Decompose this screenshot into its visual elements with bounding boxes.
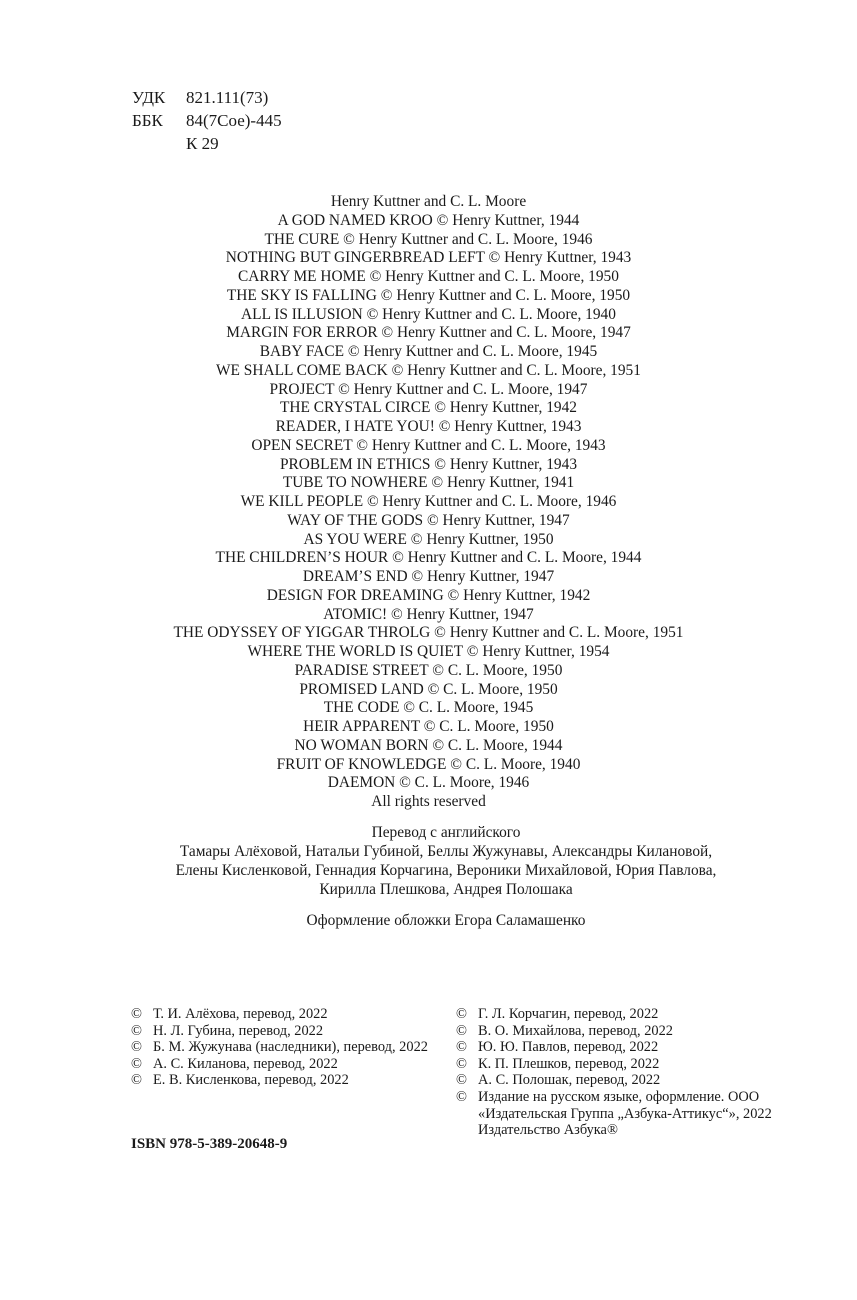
credit-line: READER, I HATE YOU! © Henry Kuttner, 1943 <box>275 418 582 435</box>
copyright-text: А. С. Киланова, перевод, 2022 <box>153 1055 338 1072</box>
credit-line: CARRY ME HOME © Henry Kuttner and C. L. Moore, 1950 <box>238 268 619 285</box>
credit-line: All rights reserved <box>371 793 486 810</box>
bbk-label: ББК <box>132 111 163 130</box>
copyright-list-left <box>131 1006 451 1089</box>
copyright-text: Б. М. Жужунава (наследники), перевод, 2022 <box>153 1039 428 1056</box>
copyright-list-right <box>456 1006 836 1139</box>
credit-line: THE CODE © C. L. Moore, 1945 <box>323 699 534 717</box>
credit-line: OPEN SECRET © Henry Kuttner and C. L. Moore, 1943 <box>251 436 606 454</box>
copyright-symbol: © <box>456 1039 467 1056</box>
credit-line: NOTHING BUT GINGERBREAD LEFT © Henry Kuttner, 1943 <box>225 249 632 267</box>
credit-line: WAY OF THE GODS © Henry Kuttner, 1947 <box>287 511 570 529</box>
copyright-item <box>456 1056 836 1073</box>
copyright-item <box>131 1023 451 1040</box>
credit-line: ALL IS ILLUSION © Henry Kuttner and C. L. Moore, 1940 <box>241 305 616 323</box>
author-mark-value: К 29 <box>186 134 219 153</box>
credit-line: WE SHALL COME BACK © Henry Kuttner and C. L. Moore, 1951 <box>216 361 641 379</box>
copyright-symbol: © <box>456 1072 467 1089</box>
translation-line: Перевод с английского <box>371 824 521 841</box>
udk-label: УДК <box>132 88 166 107</box>
copyright-item <box>456 1089 836 1139</box>
copyright-item <box>456 1023 836 1040</box>
credit-line: THE CURE © Henry Kuttner and C. L. Moore, 1946 <box>264 230 593 248</box>
credit-line: A GOD NAMED KROO © Henry Kuttner, 1944 <box>277 211 580 229</box>
copyright-symbol: © <box>131 1039 142 1056</box>
copyright-text: В. О. Михайлова, перевод, 2022 <box>478 1022 673 1039</box>
translation-line: Кирилла Плешкова, Андрея Полошака <box>319 881 573 898</box>
copyright-symbol: © <box>456 1022 467 1039</box>
copyright-text: А. С. Полошак, перевод, 2022 <box>478 1072 661 1089</box>
translation-line: Елены Кисленковой, Геннадия Корчагина, Вероники Михайловой, Юрия Павлова, <box>175 862 717 879</box>
copyright-text: Г. Л. Корчагин, перевод, 2022 <box>478 1006 659 1022</box>
credit-line: DREAM’S END © Henry Kuttner, 1947 <box>302 568 555 585</box>
copyright-symbol: © <box>131 1022 142 1039</box>
credit-line: PROMISED LAND © C. L. Moore, 1950 <box>299 680 558 698</box>
author-mark-row <box>132 132 282 155</box>
bbk-value: 84(7Сое)-445 <box>186 111 282 130</box>
copyright-symbol: © <box>456 1088 467 1105</box>
copyright-item <box>456 1039 836 1056</box>
credit-line: DAEMON © C. L. Moore, 1946 <box>327 774 530 792</box>
credit-line: PROJECT © Henry Kuttner and C. L. Moore, 1947 <box>269 380 588 398</box>
isbn: ISBN 978-5-389-20648-9 <box>131 1136 288 1152</box>
original-copyright-credits <box>0 193 857 812</box>
credit-line: DESIGN FOR DREAMING © Henry Kuttner, 1942 <box>266 586 591 604</box>
credit-line: AS YOU WERE © Henry Kuttner, 1950 <box>303 530 554 548</box>
credit-line: NO WOMAN BORN © C. L. Moore, 1944 <box>294 736 563 754</box>
copyright-text: Ю. Ю. Павлов, перевод, 2022 <box>478 1039 659 1056</box>
copyright-symbol: © <box>456 1006 467 1022</box>
credit-line: FRUIT OF KNOWLEDGE © C. L. Moore, 1940 <box>276 755 581 773</box>
copyright-text: К. П. Плешков, перевод, 2022 <box>478 1055 660 1072</box>
udk-value: 821.111(73) <box>186 88 269 107</box>
credit-line: PROBLEM IN ETHICS © Henry Kuttner, 1943 <box>279 455 578 473</box>
credit-line: ATOMIC! © Henry Kuttner, 1947 <box>323 605 534 623</box>
credit-line: TUBE TO NOWHERE © Henry Kuttner, 1941 <box>282 474 575 492</box>
credit-line: THE CHILDREN’S HOUR © Henry Kuttner and C. L. Moore, 1944 <box>215 549 642 567</box>
copyright-item <box>131 1056 451 1073</box>
credit-line: THE CRYSTAL CIRCE © Henry Kuttner, 1942 <box>280 399 577 417</box>
copyright-symbol: © <box>131 1006 142 1022</box>
copyright-text: Н. Л. Губина, перевод, 2022 <box>153 1022 324 1039</box>
credit-line: THE SKY IS FALLING © Henry Kuttner and C. L. Moore, 1950 <box>226 286 631 304</box>
copyright-item <box>131 1006 451 1023</box>
copyright-text: Издание на русском языке, оформление. ООО «Издательская Группа „Азбука-Аттикус“», 2022 Издательство Азбука® <box>478 1088 772 1139</box>
credit-line: WHERE THE WORLD IS QUIET © Henry Kuttner, 1954 <box>247 643 610 660</box>
copyright-text: Е. В. Кисленкова, перевод, 2022 <box>153 1072 349 1089</box>
copyright-item <box>456 1072 836 1089</box>
credit-line: PARADISE STREET © C. L. Moore, 1950 <box>294 661 563 679</box>
copyright-symbol: © <box>131 1072 142 1089</box>
credit-line: THE ODYSSEY OF YIGGAR THROLG © Henry Kuttner and C. L. Moore, 1951 <box>173 624 684 642</box>
copyright-item <box>131 1039 451 1056</box>
cover-design-credit: Оформление обложки Егора Саламашенко <box>306 912 586 929</box>
credit-line: MARGIN FOR ERROR © Henry Kuttner and C. L. Moore, 1947 <box>226 324 631 342</box>
copyright-text: Т. И. Алёхова, перевод, 2022 <box>153 1006 328 1022</box>
credit-line: HEIR APPARENT © C. L. Moore, 1950 <box>303 718 554 735</box>
translation-credits <box>0 823 857 899</box>
udk-row <box>132 86 282 109</box>
classification-codes <box>132 86 282 155</box>
translation-line: Тамары Алёховой, Натальи Губиной, Беллы Жужунавы, Александры Килановой, <box>179 843 713 860</box>
credit-line: WE KILL PEOPLE © Henry Kuttner and C. L. Moore, 1946 <box>240 493 617 510</box>
copyright-symbol: © <box>131 1055 142 1072</box>
credit-line: BABY FACE © Henry Kuttner and C. L. Moore, 1945 <box>259 343 598 360</box>
bbk-row <box>132 109 282 132</box>
copyright-item <box>131 1072 451 1089</box>
copyright-symbol: © <box>456 1055 467 1072</box>
author-mark-label <box>132 132 186 155</box>
copyright-item <box>456 1006 836 1023</box>
credit-line: Henry Kuttner and C. L. Moore <box>330 193 527 210</box>
